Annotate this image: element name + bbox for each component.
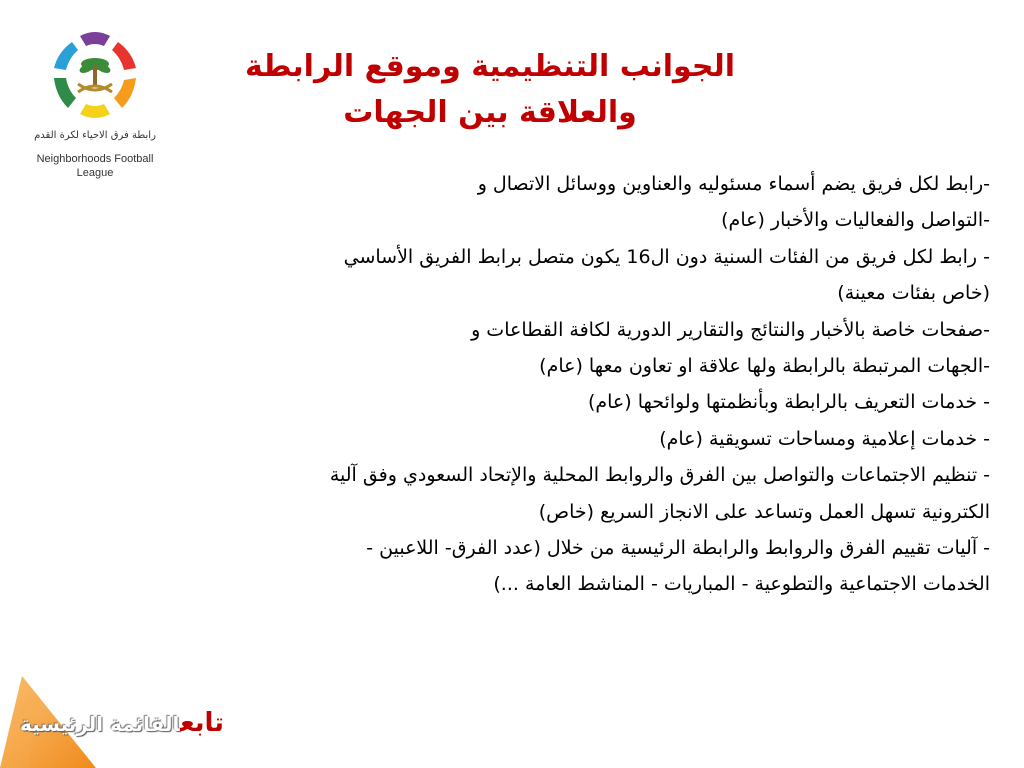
next-label: تابع <box>180 708 225 738</box>
next-main-menu-link[interactable] <box>14 708 224 738</box>
slide-body <box>40 166 990 603</box>
body-line: الكترونية تسهل العمل وتساعد على الانجاز السريع (خاص) <box>538 500 990 523</box>
body-line: -الجهات المرتبطة بالرابطة ولها علاقة او تعاون معها (عام) <box>539 354 990 377</box>
slide-title-line: الجوانب التنظيمية وموقع الرابطة <box>244 49 736 84</box>
body-line: -صفحات خاصة بالأخبار والنتائج والتقارير الدورية لكافة القطاعات و <box>471 318 990 341</box>
body-line: الخدمات الاجتماعية والتطوعية - المباريات - المناشط العامة ...) <box>493 573 990 596</box>
body-line: - آليات تقييم الفرق والروابط والرابطة الرئيسية من خلال (عدد الفرق- اللاعبين - <box>366 536 990 559</box>
body-line: - رابط لكل فريق من الفئات السنية دون ال16 يكون متصل برابط الفريق الأساسي <box>343 245 990 268</box>
main-menu-label: القائمة الرئيسية <box>20 712 181 736</box>
logo-arabic-text: رابطة فرق الاحياء لكرة القدم <box>34 130 156 141</box>
league-emblem-icon <box>42 30 148 126</box>
body-line: (خاص بفئات معينة) <box>837 282 990 305</box>
body-line: -رابط لكل فريق يضم أسماء مسئوليه والعناوين ووسائل الاتصال و <box>477 173 990 195</box>
body-line: - خدمات التعريف بالرابطة وبأنظمتها ولوائحها (عام) <box>587 391 990 414</box>
slide-title-line: والعلاقة بين الجهات <box>343 95 637 130</box>
body-line: - تنظيم الاجتماعات والتواصل بين الفرق والروابط المحلية والإتحاد السعودي وفق آلية <box>329 464 990 487</box>
logo-english-line: League <box>76 167 114 179</box>
logo-english-line: Neighborhoods Football <box>36 153 154 165</box>
body-line: -التواصل والفعاليات والأخبار (عام) <box>721 209 990 232</box>
slide-title <box>190 44 790 136</box>
body-line: - خدمات إعلامية ومساحات تسويقية (عام) <box>659 427 990 450</box>
